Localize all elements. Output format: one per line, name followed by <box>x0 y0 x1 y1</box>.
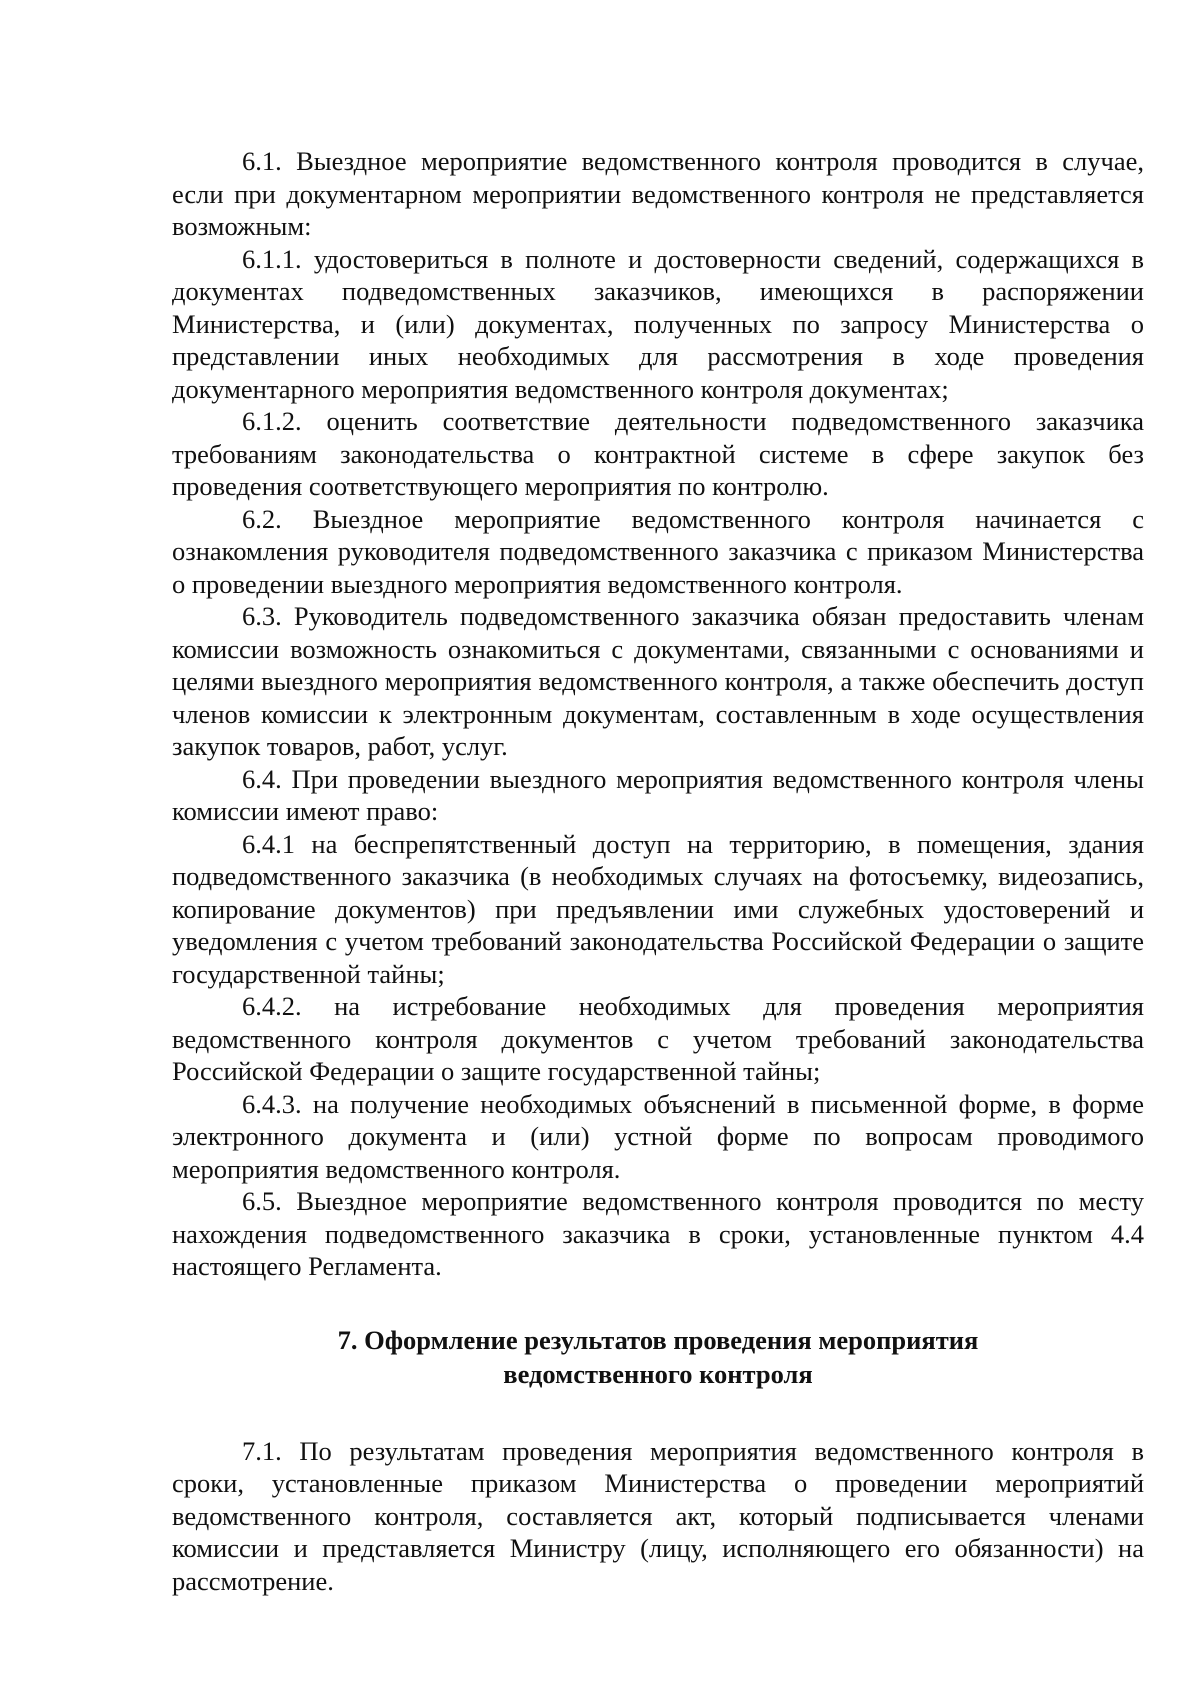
paragraph-6-3: 6.3. Руководитель подведомственного заказчика обязан предоставить членам комиссии возможность ознакомиться с документами, связанными с основаниями и целями выездного мероприятия ведомственного контроля, а также обеспечить доступ членов комиссии к электронным документам, составленным в ходе осуществления закупок товаров, работ, услуг. <box>172 601 1144 761</box>
section-7-heading-line-2: ведомственного контроля <box>503 1358 813 1389</box>
paragraph-6-4-1: 6.4.1 на беспрепятственный доступ на территорию, в помещения, здания подведомственного заказчика (в необходимых случаях на фотосъемку, видеозапись, копирование документов) при предъявлении ими служебных удостоверений и уведомления с учетом требований законодательства Российской Федерации о защите государственной тайны; <box>172 828 1144 989</box>
section-7-heading <box>172 1323 1144 1391</box>
section-7-heading-line-1: 7. Оформление результатов проведения мероприятия <box>337 1324 979 1355</box>
paragraph-6-2: 6.2. Выездное мероприятие ведомственного контроля начинается с ознакомления руководителя подведомственного заказчика с приказом Министерства о проведении выездного мероприятия ведомственного контроля. <box>172 503 1144 599</box>
paragraph-6-4: 6.4. При проведении выездного мероприятия ведомственного контроля члены комиссии имеют право: <box>172 763 1144 826</box>
paragraph-6-1: 6.1. Выездное мероприятие ведомственного контроля проводится в случае, если при документарном мероприятии ведомственного контроля не представляется возможным: <box>172 146 1144 241</box>
paragraph-6-4-3: 6.4.3. на получение необходимых объяснений в письменной форме, в форме электронного документа и (или) устной форме по вопросам проводимого мероприятия ведомственного контроля. <box>172 1088 1144 1184</box>
paragraph-7-1: 7.1. По результатам проведения мероприятия ведомственного контроля в сроки, установленные приказом Министерства о проведении мероприятий ведомственного контроля, составляется акт, который подписывается членами комиссии и представляется Министру (лицу, исполняющего его обязанности) на рассмотрение. <box>172 1435 1144 1596</box>
document-page <box>172 145 1144 1597</box>
paragraph-6-4-2: 6.4.2. на истребование необходимых для проведения мероприятия ведомственного контроля документов с учетом требований законодательства Российской Федерации о защите государственной тайны; <box>172 991 1144 1086</box>
paragraph-6-1-2: 6.1.2. оценить соответствие деятельности подведомственного заказчика требованиям законодательства о контрактной системе в сфере закупок без проведения соответствующего мероприятия по контролю. <box>172 406 1144 501</box>
paragraph-6-1-1: 6.1.1. удостовериться в полноте и достоверности сведений, содержащихся в документах подведомственных заказчиков, имеющихся в распоряжении Министерства, и (или) документах, полученных по запросу Министерства о представлении иных необходимых для рассмотрения в ходе проведения документарного мероприятия ведомственного контроля документах; <box>172 243 1144 404</box>
paragraph-6-5: 6.5. Выездное мероприятие ведомственного контроля проводится по месту нахождения подведомственного заказчика в сроки, установленные пунктом 4.4 настоящего Регламента. <box>172 1186 1144 1281</box>
